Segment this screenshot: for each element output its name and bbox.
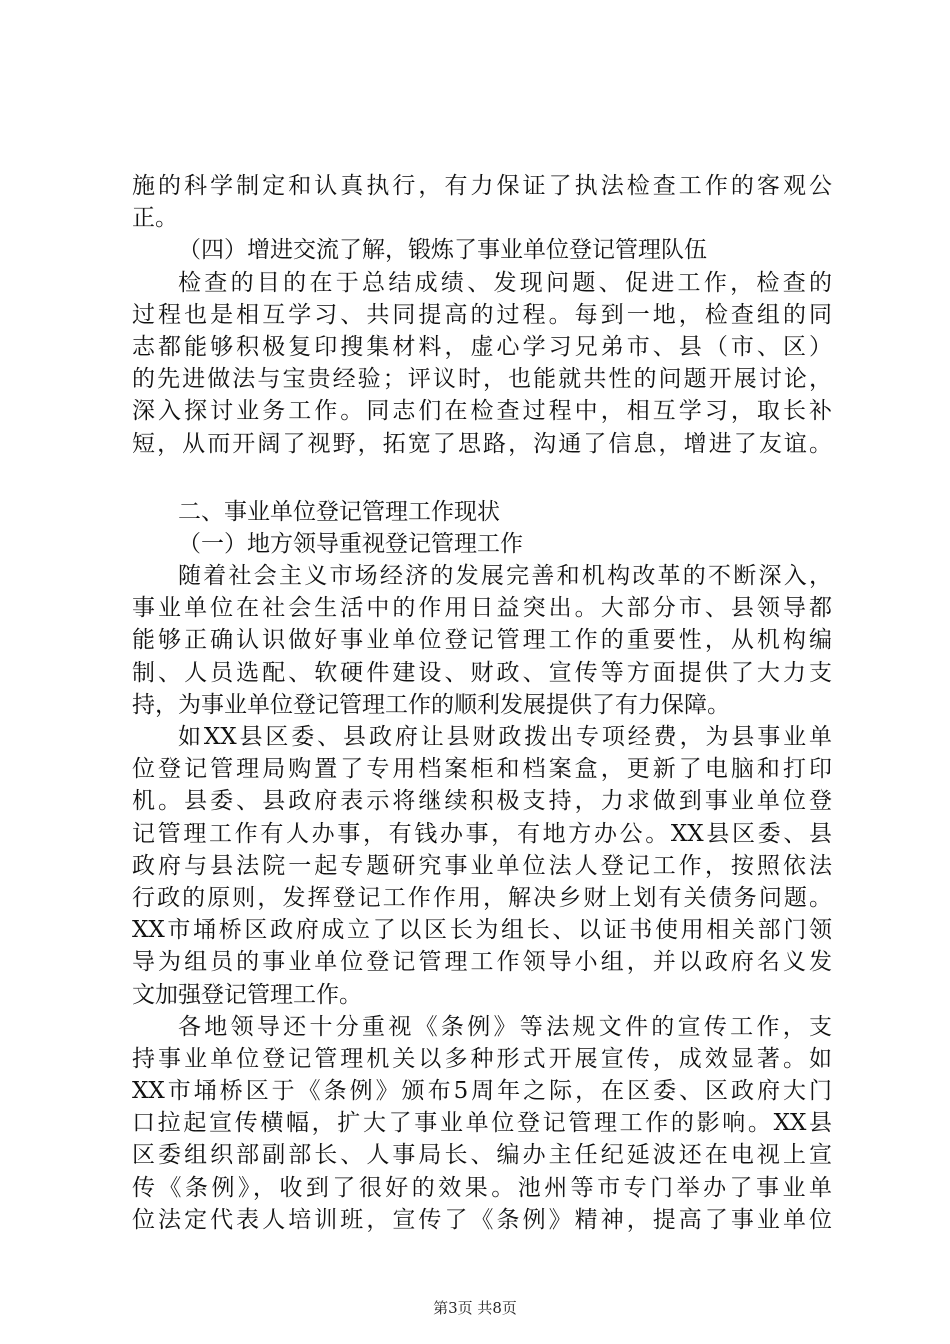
text-line: 能够正确认识做好事业单位登记管理工作的重要性，从机构编	[132, 627, 832, 654]
section-heading: （一）地方领导重视登记管理工作	[178, 530, 523, 557]
text-line: 各地领导还十分重视《条例》等法规文件的宣传工作，支	[178, 1013, 832, 1040]
text-line: 传《条例》，收到了很好的效果。池州等市专门举办了事业单	[132, 1174, 832, 1201]
text-line: 的先进做法与宝贵经验；评议时，也能就共性的问题开展讨论，	[132, 366, 832, 393]
text-line: 过程也是相互学习、共同提高的过程。每到一地，检查组的同	[132, 301, 832, 328]
section-heading: 二、事业单位登记管理工作现状	[178, 498, 500, 525]
page-number-footer: 第3页 共8页	[433, 1299, 517, 1317]
text-line: 事业单位在社会生活中的作用日益突出。大部分市、县领导都	[132, 595, 832, 622]
text-line: 记管理工作有人办事，有钱办事，有地方办公。XX县区委、县	[132, 820, 832, 847]
text-line: 深入探讨业务工作。同志们在检查过程中，相互学习，取长补	[132, 398, 832, 425]
text-line: 行政的原则，发挥登记工作作用，解决乡财上划有关债务问题。	[132, 884, 832, 911]
paragraph-gap	[132, 460, 832, 496]
text-line: XX市埇桥区于《条例》颁布5周年之际，在区委、区政府大门	[132, 1078, 832, 1105]
text-line: 随着社会主义市场经济的发展完善和机构改革的不断深入，	[178, 563, 832, 590]
text-line: 持事业单位登记管理机关以多种形式开展宣传，成效显著。如	[132, 1045, 832, 1072]
text-line: 位登记管理局购置了专用档案柜和档案盒，更新了电脑和打印	[132, 756, 832, 783]
text-line: 施的科学制定和认真执行，有力保证了执法检查工作的客观公	[132, 173, 832, 199]
text-line: 导为组员的事业单位登记管理工作领导小组，并以政府名义发	[132, 949, 832, 976]
text-line: 位法定代表人培训班，宣传了《条例》精神，提高了事业单位	[132, 1206, 832, 1233]
text-line: 区委组织部副部长、人事局长、编办主任纪延波还在电视上宣	[132, 1142, 832, 1169]
text-line: 口拉起宣传横幅，扩大了事业单位登记管理工作的影响。XX县	[132, 1110, 832, 1137]
text-line: 检查的目的在于总结成绩、发现问题、促进工作，检查的	[178, 269, 832, 296]
document-body	[132, 170, 832, 1236]
text-line: XX市埇桥区政府成立了以区长为组长、以证书使用相关部门领	[132, 917, 832, 944]
text-line: 如XX县区委、县政府让县财政拨出专项经费，为县事业单	[178, 724, 832, 750]
text-line: 持，为事业单位登记管理工作的顺利发展提供了有力保障。	[132, 691, 730, 718]
text-line: 机。县委、县政府表示将继续积极支持，力求做到事业单位登	[132, 788, 832, 815]
text-line: 政府与县法院一起专题研究事业单位法人登记工作，按照依法	[132, 852, 832, 879]
text-line: 志都能够积极复印搜集材料，虚心学习兄弟市、县（市、区）	[132, 333, 832, 360]
text-line: 文加强登记管理工作。	[132, 981, 362, 1008]
text-line: 短，从而开阔了视野，拓宽了思路，沟通了信息，增进了友谊。	[132, 430, 832, 457]
text-line: 正。	[132, 205, 178, 232]
text-line: 制、人员选配、软硬件建设、财政、宣传等方面提供了大力支	[132, 659, 832, 686]
section-heading: （四）增进交流了解，锻炼了事业单位登记管理队伍	[178, 237, 707, 264]
